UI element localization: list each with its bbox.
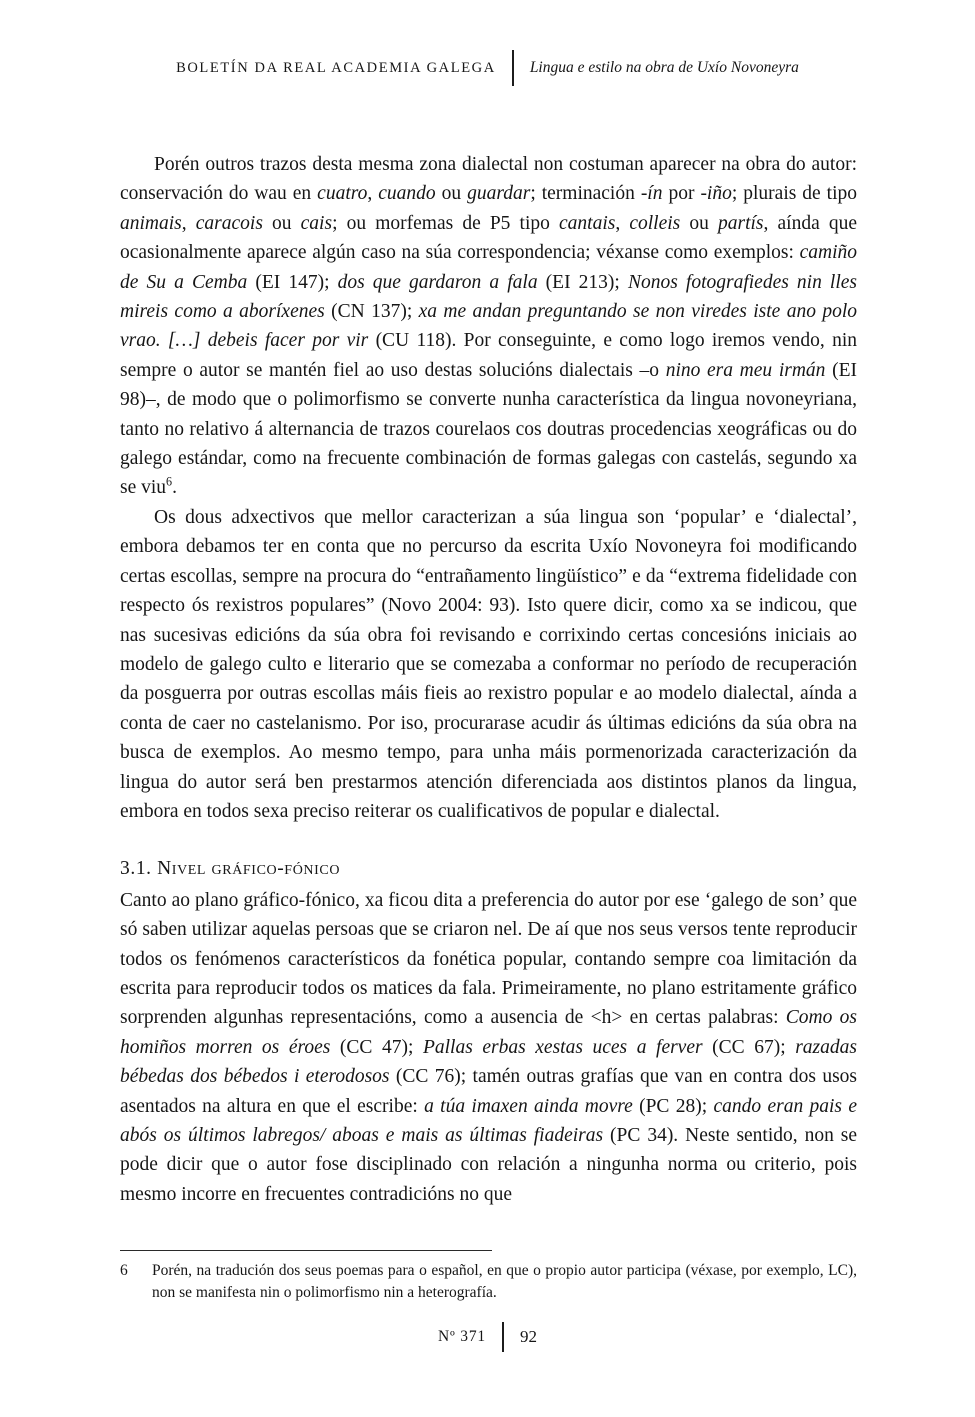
- page-footer: [0, 1322, 975, 1352]
- running-article-title: Lingua e estilo na obra de Uxío Novoneyra: [529, 59, 799, 76]
- section-heading: 3.1. Nivel gráfico-fónico: [120, 858, 341, 880]
- footnote-text: Porén, na tradución dos seus poemas para o español, en que o propio autor participa (véxase, por exemplo, LC), non se manifesta nin o polimorfismo nin a heterografía.: [152, 1262, 857, 1301]
- paragraph-2: Os dous adxectivos que mellor caracterizan a súa lingua son ‘popular’ e ‘dialectal’, embora debamos ter en conta que no percurso da escrita Uxío Novoneyra foi modificando certas escollas, sempre na procura do “entrañamento lingüístico” e da “extrema fidelidade con respecto ós rexistros populares” (Novo 2004: 93). Isto quere dicir, como xa se indicou, que nas sucesivas edicións da súa obra foi revisando e corrixindo certas concesións iniciais ao modelo de galego culto e literario que se comezaba a conformar no período de recuperación da posguerra por outras escollas máis fieis ao rexistro popular e ao modelo dialectal, aínda a conta de caer no castelanismo. Por iso, procurarase acudir ás últimas edicións da súa obra na busca de exemplos. Ao mesmo tempo, para unha máis pormenorizada caracterización da lingua do autor será ben prestarmos atención diferenciada aos distintos planos da lingua, embora en todos sexa preciso reiterar os cualificativos de popular e dialectal.: [120, 506, 857, 822]
- page-number: 92: [519, 1327, 537, 1346]
- article-body: [120, 150, 857, 1209]
- paragraph-3: Canto ao plano gráfico-fónico, xa ficou dita a preferencia do autor por ese ‘galego de son’ que só saben utilizar aquelas persoas que se criaron nel. De aí que nos seus versos tente reproducir todos os fenómenos característicos da fonética popular, contando sempre coa limitación da escrita para reproducir todos os matices da fala. Primeiramente, no plano estritamente gráfico sorprenden algunhas representacións, como a ausencia de <h> en certas palabras: Como os homiños morren os éroes (CC 47); Pallas erbas xestas uces a ferver (CC 67); razadas bébedas dos bébedos i eterodosos (CC 76); tamén outras grafías que van en contra dos usos asentados na altura en que el escribe: a túa imaxen ainda movre (PC 28); cando eran pais e abós os últimos labregos/ aboas e mais as últimas fiadeiras (PC 34). Neste sentido, non se pode dicir que o autor fose disciplinado con relación a ningunha norma ou criterio, pois mesmo incorre en frecuentes contradicións no que: [120, 889, 858, 1205]
- footnote-area: [120, 1250, 857, 1304]
- footnote-separator-rule: [120, 1250, 492, 1251]
- footnote-number: 6: [120, 1262, 128, 1279]
- journal-title: BOLETÍN DA REAL ACADEMIA GALEGA: [176, 59, 496, 76]
- footnote: [120, 1260, 857, 1304]
- paragraph-1: Porén outros trazos desta mesma zona dialectal non costuman aparecer na obra do autor: conservación do wau en cuatro, cuando ou guardar; terminación -ín por -iño; plurais de tipo animais, caracois ou cais; ou morfemas de P5 tipo cantais, colleis ou partís, aínda que ocasionalmente aparece algún caso na súa correspondencia; véxanse como exemplos: camiño de Su a Cemba (EI 147); dos que gardaron a fala (EI 213); Nonos fotografiedes nin lles mireis como a aboríxenes (CN 137); xa me andan preguntando se non viredes iste ano polo vrao. […] debeis facer por vir (CU 118). Por conseguinte, e como logo iremos vendo, nin sempre o autor se mantén fiel ao uso destas solucións dialectais –o nino era meu irmán (EI 98)–, de modo que o polimorfismo se converte nunha característica da lingua novoneyriana, tanto no relativo á alternancia de trazos courelaos cos doutras procedencias xeográficas ou do galego estándar, como na frecuente combinación de formas galegas con castelás, segundo xa se viu$^6$.: [120, 154, 858, 499]
- issue-number: Nº 371: [438, 1328, 486, 1345]
- page-header: [0, 50, 975, 86]
